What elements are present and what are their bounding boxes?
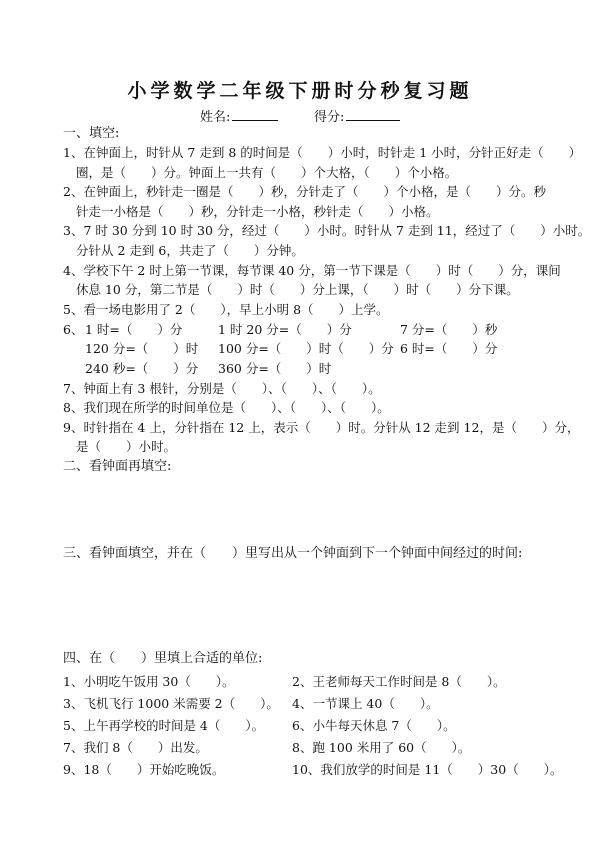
page-title: 小学数学二年级下册时分秒复习题 xyxy=(127,80,473,102)
unit-question: 4、一节课上 40（ ）。 xyxy=(292,696,439,711)
conversion-item: 240 秒=（ ）分 xyxy=(85,361,199,376)
name-label: 姓名: xyxy=(200,110,231,125)
section-2-heading: 二、看钟面再填空: xyxy=(63,459,172,474)
unit-question: 5、上午再学校的时间是 4（ ）。 xyxy=(63,718,265,733)
question-line: 休息 10 分，第二节是（ ）时（ ）分上课，（ ）时（ ）分下课。 xyxy=(76,282,519,297)
conversion-item: 7 分=（ ）秒 xyxy=(400,322,498,337)
unit-question: 6、小牛每天休息 7（ ）。 xyxy=(292,718,456,733)
unit-question: 2、王老师每天工作时间是 8（ ）。 xyxy=(292,674,506,689)
question-line: 分针从 2 走到 6，共走了（ ）分钟。 xyxy=(76,243,304,258)
section-1-heading: 一、填空: xyxy=(63,126,120,141)
question-line: 圈，是（ ）分。钟面上一共有（ ）个大格，（ ）个小格。 xyxy=(76,165,458,180)
question-line: 2、在钟面上，秒针走一圈是（ ）秒，分针走了（ ）个小格，是（ ）分。秒 xyxy=(63,184,546,199)
unit-question: 1、小明吃午饭用 30（ ）。 xyxy=(63,674,235,689)
unit-question: 7、我们 8（ ）出发。 xyxy=(63,740,208,755)
question-line: 3、7 时 30 分到 10 时 30 分，经过（ ）小时。时针从 7 走到 11，经过了（ ）小时。 xyxy=(63,223,591,238)
question-line: 5、看一场电影用了 2（ ），早上小明 8（ ）上学。 xyxy=(63,302,389,317)
unit-question: 9、18（ ）开始吃晚饭。 xyxy=(63,762,225,777)
section-3-heading: 三、看钟面填空，并在（ ）里写出从一个钟面到下一个钟面中间经过的时间: xyxy=(63,546,523,561)
question-line: 1、在钟面上，时针从 7 走到 8 的时间是（ ）小时，时针走 1 小时，分针正好走（ ） xyxy=(63,145,582,160)
conversion-item: 100 分=（ ）时（ ）分 xyxy=(218,341,394,356)
q6-prefix: 6、 xyxy=(63,322,84,337)
conversion-item: 6 时=（ ）分 xyxy=(400,341,498,356)
conversion-item: 1 时=（ ）分 xyxy=(85,322,183,337)
question-line: 针走一小格是（ ）秒，分针走一小格，秒针走（ ）小格。 xyxy=(76,204,439,219)
conversion-item: 120 分=（ ）时 xyxy=(85,341,199,356)
question-line: 4、学校下午 2 时上第一节课，每节课 40 分，第一节下课是（ ）时（ ）分，课间 xyxy=(63,263,561,278)
unit-question: 3、飞机飞行 1000 米需要 2（ ）。 xyxy=(63,696,279,711)
question-line: 7、钟面上有 3 根针，分别是（ ）、（ ）、（ ）。 xyxy=(63,381,381,396)
score-blank[interactable] xyxy=(346,106,400,121)
section-4-heading: 四、在（ ）里填上合适的单位: xyxy=(63,651,263,666)
name-blank[interactable] xyxy=(232,106,278,121)
score-label: 得分: xyxy=(314,110,345,125)
unit-question: 8、跑 100 米用了 60（ ）。 xyxy=(292,740,471,755)
question-line: 9、时针指在 4 上，分针指在 12 上，表示（ ）时。分针从 12 走到 12，是（ ）分， xyxy=(63,420,580,435)
question-line: 是（ ）小时。 xyxy=(76,439,177,454)
unit-question: 10、我们放学的时间是 11（ ）30（ ）。 xyxy=(292,762,563,777)
question-line: 8、我们现在所学的时间单位是（ ）、（ ）、（ ）。 xyxy=(63,400,390,415)
conversion-item: 1 时 20 分=（ ）分 xyxy=(218,322,352,337)
conversion-item: 360 分=（ ）时 xyxy=(218,361,332,376)
